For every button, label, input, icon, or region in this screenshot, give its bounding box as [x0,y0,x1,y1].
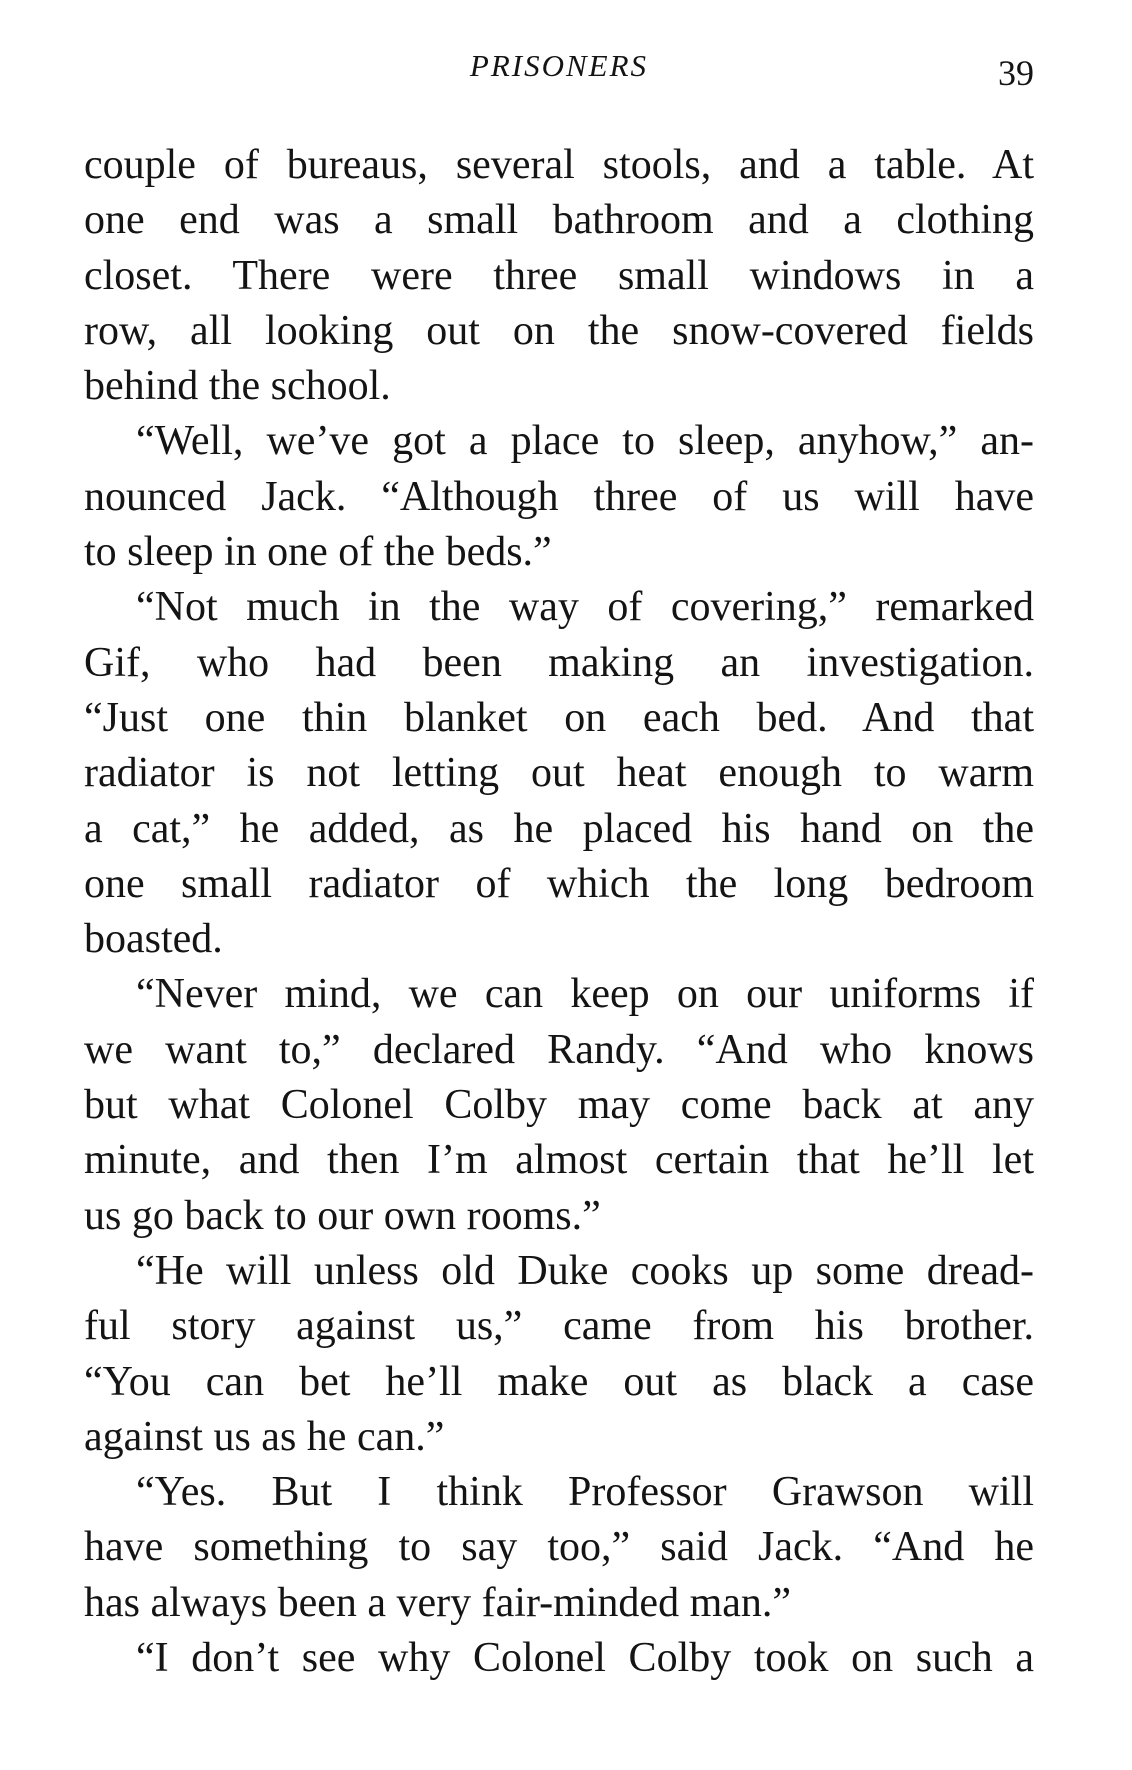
text-line: “Not much in the way of covering,” remarked [136,584,1034,631]
text-line: but what Colonel Colby may come back at any [84,1082,1034,1129]
text-line: couple of bureaus, several stools, and a table. At [84,142,1034,188]
text-line: row, all looking out on the snow-covered fields [84,307,1034,354]
text-line: “You can bet he’ll make out as black a case [84,1358,1034,1405]
text-line: we want to,” declared Randy. “And who knows [84,1026,1034,1073]
running-title: PRISONERS [469,48,649,83]
running-head [84,48,1034,108]
text-line: “Well, we’ve got a place to sleep, anyhow,” an- [136,418,1034,465]
text-line: minute, and then I’m almost certain that he’ll let [84,1137,1034,1184]
text-line: ful story against us,” came from his brother. [84,1303,1034,1350]
text-line: us go back to our own rooms.” [84,1192,601,1239]
text-line: has always been a very fair-minded man.” [84,1579,792,1626]
text-line: nounced Jack. “Although three of us will have [84,473,1034,520]
text-line: to sleep in one of the beds.” [84,529,552,576]
text-line: have something to say too,” said Jack. “And he [84,1524,1034,1571]
text-line: “Just one thin blanket on each bed. And that [84,694,1034,741]
text-line: closet. There were three small windows in a [84,252,1034,299]
text-line: behind the school. [84,363,391,410]
text-line: “Yes. But I think Professor Grawson will [136,1469,1034,1516]
text-line: against us as he can.” [84,1413,445,1460]
text-line: one small radiator of which the long bedroom [84,860,1034,907]
text-line: boasted. [84,916,223,963]
page-number: 39 [998,53,1034,93]
text-line: “He will unless old Duke cooks up some dread- [136,1247,1034,1294]
text-line: Gif, who had been making an investigation. [84,639,1034,686]
text-line: one end was a small bathroom and a clothing [84,197,1034,244]
body-text [84,138,1034,1686]
text-line: a cat,” he added, as he placed his hand on the [84,805,1034,852]
text-line: radiator is not letting out heat enough to warm [84,750,1034,797]
text-line: “I don’t see why Colonel Colby took on such a [136,1635,1034,1682]
text-line: “Never mind, we can keep on our uniforms if [136,971,1034,1018]
